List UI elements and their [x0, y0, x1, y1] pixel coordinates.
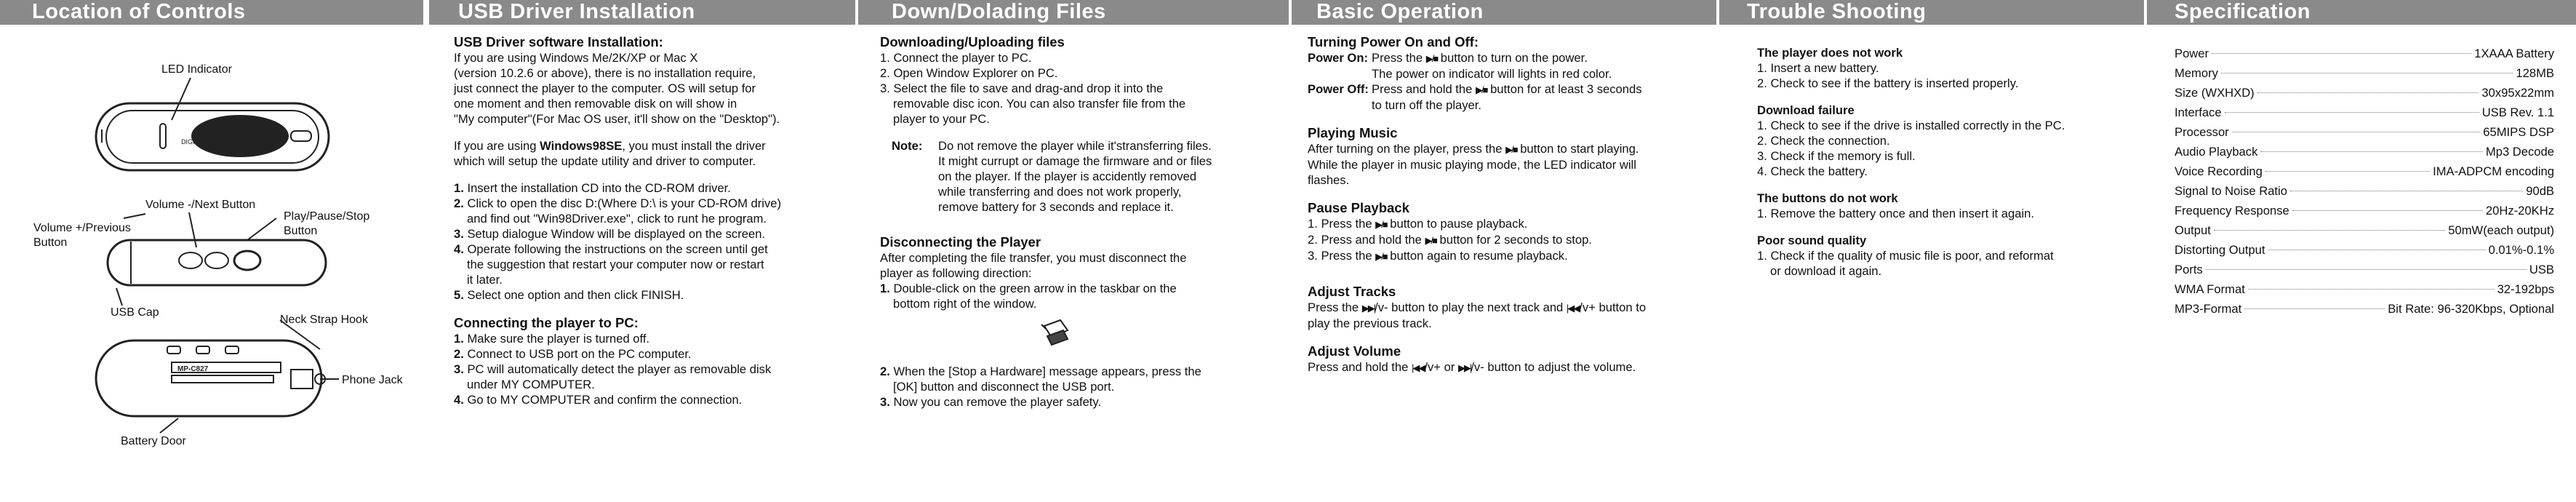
play-stop-icon: ▶/■	[1505, 144, 1517, 155]
spec-column	[2147, 0, 2576, 502]
trouble-line: 1. Insert a new battery.	[1757, 61, 1879, 75]
volume-next-label: Volume -/Next Button	[145, 199, 256, 211]
trouble-line: 1. Check to see if the drive is installed correctly in the PC.	[1757, 119, 2065, 132]
tracks-title: Adjust Tracks	[1308, 284, 1396, 299]
conn-step: 3. PC will automatically detect the player as removable disk	[454, 362, 772, 376]
next-icon: ▶▶|	[1361, 303, 1375, 314]
spec-row: MP3-Format Bit Rate: 96-320Kbps, Optional	[2175, 302, 2554, 316]
download-note	[880, 138, 1289, 215]
disconnect-step: 3. Now you can remove the player safety.	[880, 395, 1102, 409]
spec-row: Power 1XAAA Battery	[2175, 47, 2554, 60]
conn-step: 2. Connect to USB port on the PC computer.	[454, 347, 692, 361]
trouble-line: 3. Check if the memory is full.	[1757, 149, 1916, 163]
disconnect-intro: After completing the file transfer, you must disconnect the	[880, 251, 1187, 265]
usb-title: USB Driver software Installation:	[454, 34, 663, 49]
spec-row: Ports USB	[2175, 263, 2554, 276]
usb-column	[429, 0, 855, 502]
safely-remove-icon	[1041, 317, 1071, 346]
trouble-line: or download it again.	[1770, 264, 1882, 278]
phone-jack-label: Phone Jack	[342, 374, 403, 386]
download-step: 3. Select the file to save and drag-and drop it into the	[880, 81, 1164, 95]
next-icon: ▶▶|	[1457, 362, 1471, 373]
note-line: on the player. If the player is accidently removed	[938, 170, 1197, 183]
usb-step: 1. Insert the installation CD into the CD-ROM driver.	[454, 181, 731, 195]
download-header: Down/Dolading Files	[858, 0, 1289, 25]
battery-door-label: Battery Door	[121, 435, 186, 447]
pause-line: 1. Press the ▶/■ button to pause playback.	[1308, 217, 1528, 231]
note-line: It might currupt or damage the firmware and or files	[938, 154, 1212, 168]
volume-prev-label: Volume +/Previous Button	[33, 222, 131, 249]
previous-icon: |◀◀	[1411, 362, 1425, 373]
disconnect-title: Disconnecting the Player	[880, 234, 1041, 250]
download-column	[858, 0, 1289, 502]
download-step-cont: removable disc icon. You can also transfer file from the	[893, 97, 1186, 111]
usb-p1-line: "My computer"(For Mac OS user, it'll show on the "Desktop").	[454, 112, 780, 126]
spec-row: Voice Recording IMA-ADPCM encoding	[2175, 164, 2554, 178]
usb-header: USB Driver Installation	[429, 0, 855, 25]
download-body	[880, 33, 1289, 410]
connecting-title: Connecting the player to PC:	[454, 315, 639, 330]
spec-row: Interface USB Rev. 1.1	[2175, 105, 2554, 119]
spec-header: Specification	[2147, 0, 2576, 25]
conn-step: 1. Make sure the player is turned off.	[454, 332, 650, 346]
pause-line: 2. Press and hold the ▶/■ button for 2 seconds to stop.	[1308, 233, 1592, 247]
led-indicator-label: LED Indicator	[161, 63, 232, 76]
disconnect-step-cont: [OK] button and disconnect the USB port.	[893, 380, 1115, 394]
taskbar-icon-area	[880, 311, 1289, 352]
usb-step: 2. Click to open the disc D:(Where D:\ is your CD-ROM drive)	[454, 196, 782, 210]
pause-title: Pause Playback	[1308, 200, 1409, 215]
volume-line: Press and hold the |◀◀/v+ or ▶▶|/v- button to adjust the volume.	[1308, 360, 1636, 374]
note-line: remove battery for 3 seconds and replace it.	[938, 200, 1174, 214]
power-on-row: Power On: Press the ▶/■ button to turn on the power. The power on indicator will lights in red color.	[1308, 51, 1612, 81]
tracks-line: Press the ▶▶|/v- button to play the next track and |◀◀/v+ button to	[1308, 300, 1647, 314]
trouble-header: Trouble Shooting	[1719, 0, 2144, 25]
download-title: Downloading/Uploading files	[880, 34, 1065, 49]
play-button-label: Play/Pause/Stop Button	[284, 210, 370, 237]
music-line: flashes.	[1308, 173, 1350, 187]
volume-title: Adjust Volume	[1308, 343, 1401, 359]
basic-body	[1308, 33, 1716, 375]
usb-step: 4. Operate following the instructions on the screen until get	[454, 242, 768, 256]
usb-p1-line: just connect the player to the computer. OS will setup for	[454, 81, 756, 95]
neck-strap-label: Neck Strap Hook	[280, 314, 368, 326]
spec-row: Audio Playback Mp3 Decode	[2175, 145, 2554, 159]
spec-row: Size (WXHXD) 30x95x22mm	[2175, 86, 2554, 100]
disconnect-step: 2. When the [Stop a Hardware] message appears, press the	[880, 364, 1201, 378]
spec-row: Distorting Output 0.01%-0.1%	[2175, 243, 2554, 257]
note-label: Note:	[892, 139, 923, 153]
trouble-title: The buttons do not work	[1757, 191, 1898, 205]
trouble-column	[1719, 0, 2144, 502]
conn-step-cont: under MY COMPUTER.	[467, 378, 595, 391]
product-label: DIGITAL AUDIO PLAYER	[181, 138, 255, 146]
basic-column	[1292, 0, 1716, 502]
location-header: Location of Controls	[0, 0, 423, 25]
play-stop-icon: ▶/■	[1375, 251, 1387, 262]
disconnect-intro: player as following direction:	[880, 266, 1032, 280]
pause-line: 3. Press the ▶/■ button again to resume playback.	[1308, 249, 1568, 263]
spec-row: Processor 65MIPS DSP	[2175, 125, 2554, 139]
trouble-title: Poor sound quality	[1757, 234, 1867, 247]
power-off-row: Power Off: Press and hold the ▶/■ button for at least 3 seconds to turn off the player.	[1308, 82, 1642, 112]
usb-step: 3. Setup dialogue Window will be displayed on the screen.	[454, 227, 766, 241]
play-stop-icon: ▶/■	[1425, 53, 1438, 64]
usb-p1-line: If you are using Windows Me/2K/XP or Mac X	[454, 51, 698, 65]
usb-p2-line: which will setup the update utility and driver to computer.	[454, 154, 756, 168]
disconnect-step-cont: bottom right of the window.	[893, 297, 1037, 311]
download-step-cont: player to your PC.	[893, 112, 990, 126]
tracks-line: play the previous track.	[1308, 316, 1432, 330]
player-illustration	[0, 0, 423, 502]
spec-row: Frequency Response 20Hz-20KHz	[2175, 204, 2554, 218]
usb-body	[454, 33, 855, 407]
brand-label: COBY	[203, 123, 233, 135]
model-label: MP-C827	[177, 365, 209, 373]
download-step: 2. Open Window Explorer on PC.	[880, 66, 1058, 80]
trouble-line: 2. Check to see if the battery is inserted properly.	[1757, 76, 2019, 90]
usb-p1-line: (version 10.2.6 or above), there is no installation require,	[454, 66, 756, 80]
usb-cap-label: USB Cap	[111, 306, 159, 319]
trouble-title: Download failure	[1757, 103, 1855, 117]
power-title: Turning Power On and Off:	[1308, 34, 1479, 49]
location-column	[0, 0, 423, 502]
play-stop-icon: ▶/■	[1425, 235, 1436, 246]
usb-p1-line: one moment and then removable disk on will show in	[454, 97, 737, 111]
note-line: while transferring and does not work properly,	[938, 185, 1182, 199]
download-step: 1. Connect the player to PC.	[880, 51, 1032, 65]
spec-row: Memory 128MB	[2175, 66, 2554, 80]
play-stop-icon: ▶/■	[1375, 219, 1387, 230]
trouble-line: 2. Check the connection.	[1757, 134, 1890, 148]
play-stop-icon: ▶/■	[1475, 84, 1487, 95]
disconnect-step: 1. Double-click on the green arrow in the taskbar on the	[880, 282, 1177, 295]
usb-p2: If you are using Windows98SE, you must install the driver	[454, 139, 766, 153]
spec-row: Output 50mW(each output)	[2175, 223, 2554, 237]
usb-step: 5. Select one option and then click FINISH.	[454, 288, 684, 302]
music-line: While the player in music playing mode, the LED indicator will	[1308, 158, 1636, 172]
spec-row: WMA Format 32-192bps	[2175, 282, 2554, 296]
conn-step: 4. Go to MY COMPUTER and confirm the connection.	[454, 393, 743, 407]
trouble-line: 4. Check the battery.	[1757, 164, 1868, 178]
music-title: Playing Music	[1308, 125, 1398, 140]
usb-step-cont: the suggestion that restart your computer now or restart	[467, 258, 764, 271]
spec-list	[2175, 44, 2554, 319]
previous-icon: |◀◀	[1566, 303, 1580, 314]
spec-row: Signal to Noise Ratio 90dB	[2175, 184, 2554, 198]
usb-step-cont: and find out "Win98Driver.exe", click to runt he program.	[467, 212, 767, 226]
note-line: Do not remove the player while it'stransferring files.	[938, 139, 1212, 153]
trouble-line: 1. Remove the battery once and then insert it again.	[1757, 207, 2034, 220]
trouble-body	[1757, 45, 2144, 279]
trouble-title: The player does not work	[1757, 46, 1903, 60]
music-line: After turning on the player, press the ▶/■ button to start playing.	[1308, 142, 1639, 156]
basic-header: Basic Operation	[1292, 0, 1716, 25]
usb-step-cont: it later.	[467, 273, 503, 287]
trouble-line: 1. Check if the quality of music file is poor, and reformat	[1757, 249, 2054, 263]
